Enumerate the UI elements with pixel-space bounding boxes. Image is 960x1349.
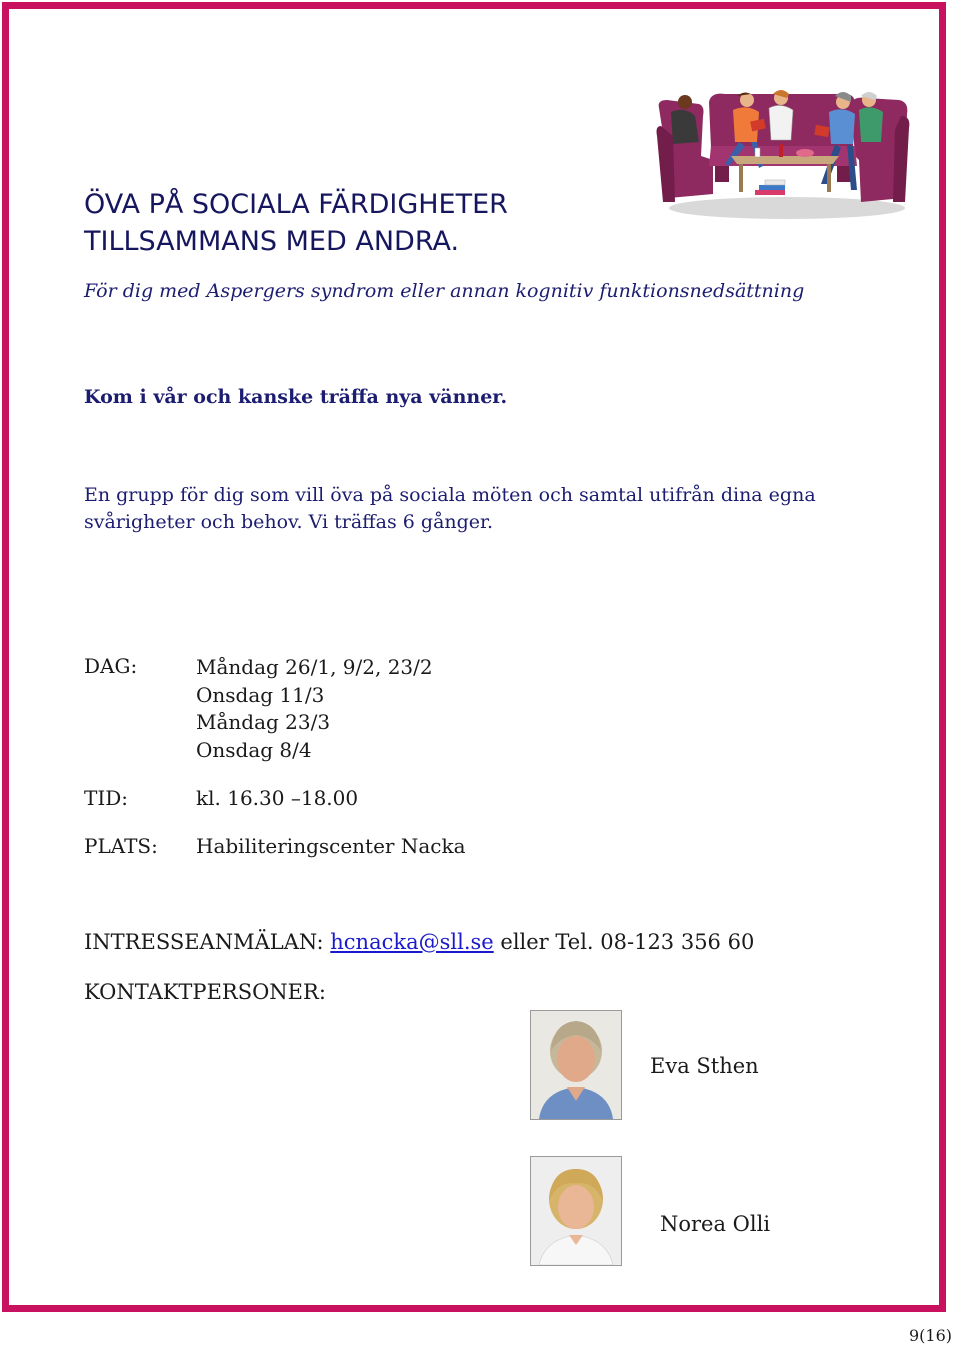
page-number: 9(16)	[908, 1326, 952, 1345]
day-list	[196, 654, 433, 764]
day-item: Onsdag 11/3	[196, 682, 325, 707]
contacts-label: KONTAKTPERSONER:	[84, 980, 326, 1004]
contact-photo-eva	[530, 1010, 622, 1120]
day-item: Måndag 23/3	[196, 710, 331, 734]
email-link[interactable]: hcnacka@sll.se	[330, 930, 494, 954]
invite-text: Kom i vår och kanske träffa nya vänner.	[84, 386, 508, 408]
description: En grupp för dig som vill öva på sociala möten och samtal utifrån dina egna svårigheter och behov. Vi träffas 6 gånger.	[84, 484, 816, 533]
time-label: TID:	[84, 786, 129, 810]
signup-phone: eller Tel. 08-123 356 60	[500, 930, 755, 954]
day-item: Onsdag 8/4	[196, 737, 312, 762]
people-on-sofa-illustration	[655, 86, 911, 220]
signup-line	[84, 930, 754, 954]
subtitle: För dig med Aspergers syndrom eller annan kognitiv funktionsnedsättning	[84, 280, 805, 302]
page-title	[84, 186, 508, 260]
title-line-2: TILLSAMMANS MED ANDRA.	[84, 226, 460, 257]
place-label: PLATS:	[84, 834, 158, 858]
day-label: DAG:	[84, 654, 138, 678]
time-value: kl. 16.30 –18.00	[196, 786, 359, 810]
contact-photo-norea	[530, 1156, 622, 1266]
place-value: Habiliteringscenter Nacka	[196, 834, 466, 858]
day-item: Måndag 26/1, 9/2, 23/2	[196, 655, 433, 679]
contact-name: Norea Olli	[660, 1212, 771, 1236]
contact-name: Eva Sthen	[650, 1054, 759, 1078]
title-line-1: ÖVA PÅ SOCIALA FÄRDIGHETER	[84, 189, 508, 220]
signup-label: INTRESSEANMÄLAN:	[84, 930, 324, 954]
